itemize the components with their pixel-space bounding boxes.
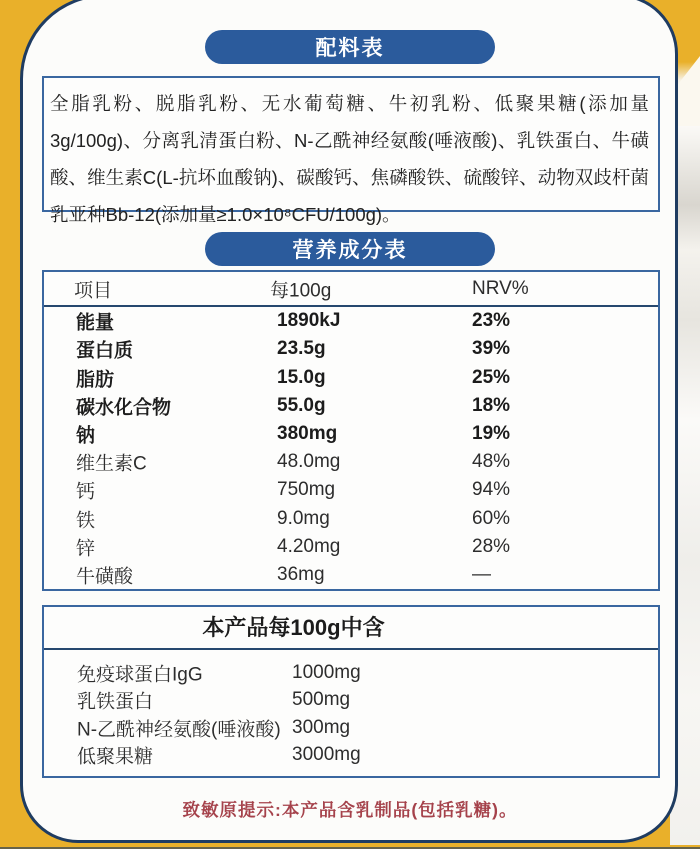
nutrition-section-header	[205, 232, 495, 266]
nutrient-value: 750mg	[277, 479, 336, 501]
nutrient-name: 牛磺酸	[76, 566, 134, 588]
nutrition-section-title: 营养成分表	[292, 239, 408, 262]
nutrient-value: 23.5g	[277, 338, 326, 360]
nutrient-value: 36mg	[277, 563, 325, 585]
allergen-notice: 致敏原提示:本产品含乳制品(包括乳糖)。	[182, 800, 518, 820]
nutrient-value: 380mg	[277, 422, 338, 444]
table-row-iron	[44, 504, 658, 532]
per-100g-title: 本产品每100g中含	[44, 607, 658, 650]
nutrient-nrv: 28%	[472, 535, 511, 557]
table-row-protein	[44, 335, 658, 363]
component-name: 乳铁蛋白	[77, 691, 154, 713]
nutrient-nrv: 48%	[472, 451, 511, 473]
nutrient-value: 15.0g	[277, 366, 326, 388]
nutrient-nrv: 25%	[472, 366, 511, 388]
component-name: N-乙酰神经氨酸(唾液酸)	[77, 719, 281, 741]
column-header-per100g: 每100g	[270, 280, 332, 301]
nutrition-table	[42, 270, 660, 591]
column-header-item: 项目	[74, 280, 113, 301]
table-row-vitamin-c	[44, 448, 658, 476]
table-row-energy	[44, 307, 658, 335]
ingredients-section-header	[205, 30, 495, 64]
nutrient-name: 能量	[76, 312, 115, 334]
nutrient-name: 钙	[76, 481, 96, 503]
nutrient-name: 碳水化合物	[76, 397, 172, 419]
nutrient-name: 钠	[76, 425, 96, 447]
nutrient-name: 铁	[76, 510, 96, 532]
table-row-sodium	[44, 420, 658, 448]
component-value: 500mg	[292, 689, 351, 711]
per-100g-rows	[44, 650, 658, 769]
nutrient-value: 9.0mg	[277, 507, 330, 529]
nutrient-nrv: 23%	[472, 310, 511, 332]
component-name: 免疫球蛋白IgG	[77, 664, 203, 686]
nutrient-value: 48.0mg	[277, 451, 341, 473]
nutrient-nrv: 94%	[472, 479, 511, 501]
nutrient-value: 4.20mg	[277, 535, 341, 557]
ingredients-text: 全脂乳粉、脱脂乳粉、无水葡萄糖、牛初乳粉、低聚果糖(添加量3g/100g)、分离乳清蛋白粉、N-乙酰神经氨酸(唾液酸)、乳铁蛋白、牛磺酸、维生素C(L-抗坏血酸钠)、碳酸钙、焦磷酸铁、硫酸锌、动物双歧杆菌乳亚种Bb-12(添加量≥1.0×10⁸CFU/100g)。	[50, 93, 649, 225]
component-value: 1000mg	[292, 661, 361, 683]
list-item-fos	[44, 742, 658, 770]
table-row-taurine	[44, 561, 658, 589]
nutrient-nrv: 19%	[472, 422, 511, 444]
list-item-sialic-acid	[44, 714, 658, 742]
table-row-zinc	[44, 533, 658, 561]
nutrient-value: 1890kJ	[277, 310, 341, 332]
nutrient-nrv: —	[472, 563, 491, 585]
nutrient-name: 脂肪	[76, 369, 115, 390]
nutrient-name: 蛋白质	[76, 340, 134, 362]
nutrient-name: 维生素C	[76, 453, 147, 475]
component-value: 300mg	[292, 716, 351, 738]
per-100g-content-box	[42, 605, 660, 778]
nutrient-nrv: 60%	[472, 507, 511, 529]
nutrient-nrv: 39%	[472, 338, 511, 360]
list-item-lactoferrin	[44, 687, 658, 715]
list-item-igg	[44, 659, 658, 687]
nutrient-nrv: 18%	[472, 394, 511, 416]
table-row-carbohydrate	[44, 392, 658, 420]
ingredients-box	[42, 76, 660, 225]
ingredients-section-title: 配料表	[315, 37, 385, 60]
table-row-fat	[44, 363, 658, 391]
component-name: 低聚果糖	[77, 746, 154, 768]
table-row-calcium	[44, 476, 658, 504]
nutrient-value: 55.0g	[277, 394, 326, 416]
nutrient-name: 锌	[76, 538, 96, 560]
column-header-nrv: NRV%	[472, 277, 529, 299]
component-value: 3000mg	[292, 744, 361, 766]
nutrition-table-header	[44, 272, 658, 307]
